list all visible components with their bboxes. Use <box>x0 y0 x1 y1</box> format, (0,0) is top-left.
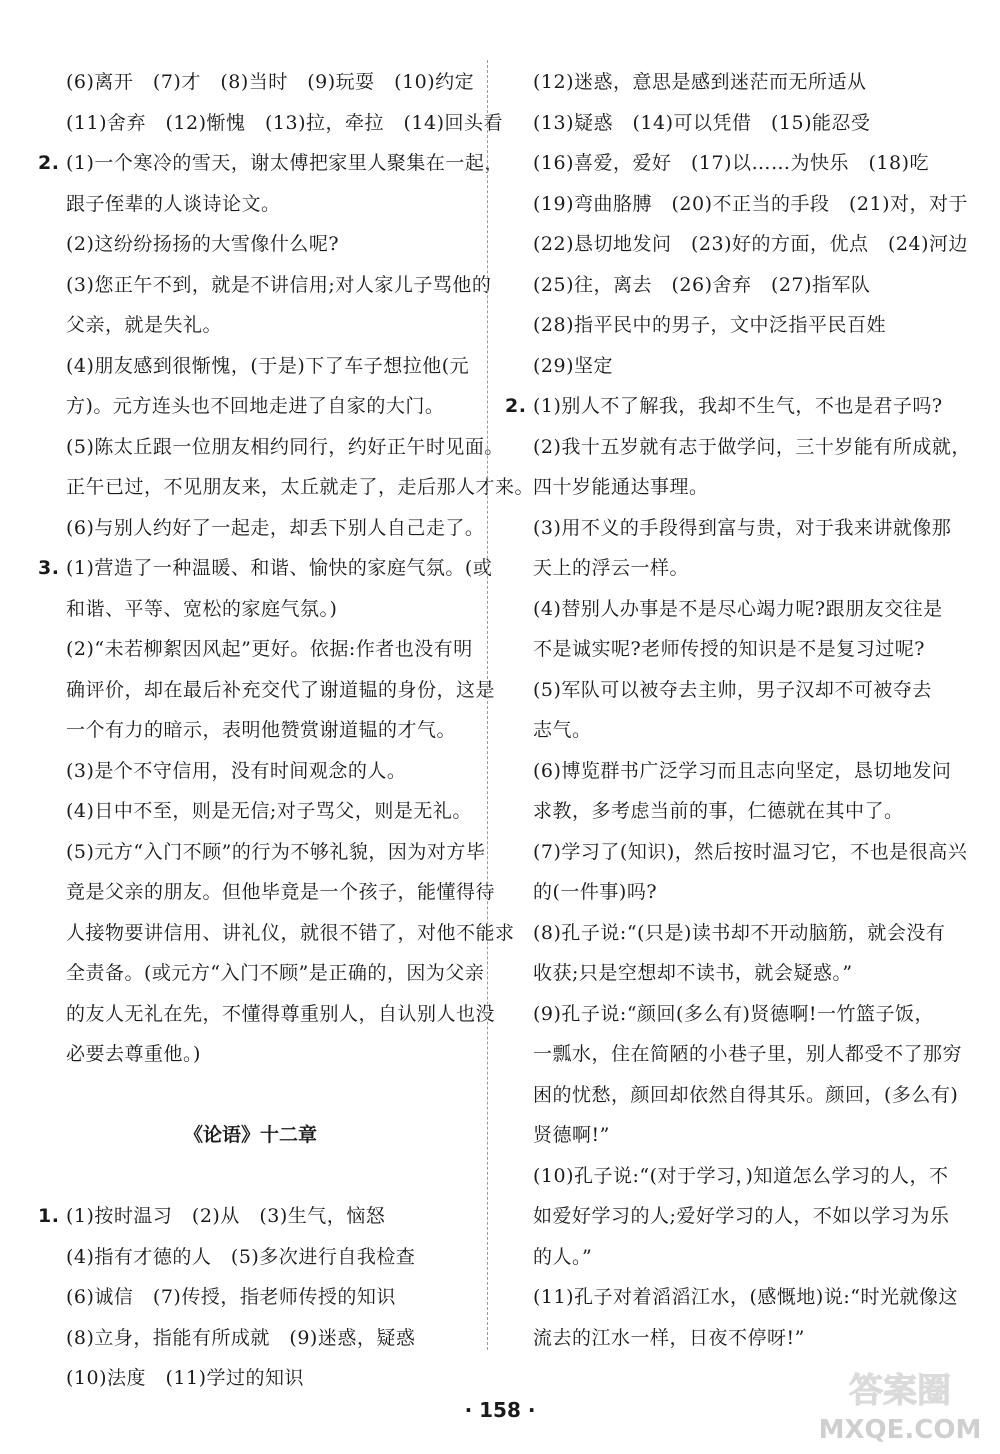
answer-line: 方)。元方连头也不回地走进了自家的大门。 <box>66 395 445 417</box>
answer-line: 收获;只是空想却不读书，就会疑惑。” <box>533 962 853 984</box>
question-number: 2. <box>505 395 527 417</box>
answer-line: (2)这纷纷扬扬的大雪像什么呢? <box>66 233 340 255</box>
answer-line: 的人。” <box>533 1245 593 1268</box>
watermark-url: MXQE.COM <box>818 1415 982 1445</box>
answer-line: (28)指平民中的男子，文中泛指平民百姓 <box>533 314 887 336</box>
answer-line: (16)喜爱，爱好 (17)以……为快乐 (18)吃 <box>533 152 930 174</box>
answer-line: 全责备。(或元方“入门不顾”是正确的，因为父亲 <box>66 962 485 984</box>
answer-line: 和谐、平等、宽松的家庭气氛。) <box>66 597 338 620</box>
question-number: 1. <box>38 1205 60 1227</box>
answer-line: (11)孔子对着滔滔江水，(感慨地)说:“时光就像这 <box>533 1286 958 1308</box>
answer-line: 天上的浮云一样。 <box>533 557 690 579</box>
answer-line: 求教，多考虑当前的事，仁德就在其中了。 <box>533 800 904 822</box>
answer-line: 一瓢水，住在简陋的小巷子里，别人都受不了那穷 <box>533 1043 963 1065</box>
answer-line: (8)孔子说:“(只是)读书却不开动脑筋，就会没有 <box>533 921 946 944</box>
answer-line: 的友人无礼在先，不懂得尊重别人，自认别人也没 <box>66 1002 496 1025</box>
answer-line: 跟子侄辈的人谈诗论文。 <box>66 192 281 215</box>
answer-line: (2)我十五岁就有志于做学问，三十岁能有所成就， <box>533 435 971 458</box>
answer-text: (1)别人不了解我，我却不生气，不也是君子吗? <box>533 395 943 417</box>
answer-line: (5)军队可以被夺去主帅，男子汉却不可被夺去 <box>533 678 932 701</box>
answer-line: 必要去尊重他。) <box>66 1043 201 1065</box>
answer-line: (5)元方“入门不顾”的行为不够礼貌，因为对方毕 <box>66 840 486 863</box>
question-first-line <box>505 386 943 427</box>
answer-line: 人接物要讲信用、讲礼仪，就很不错了，对他不能求 <box>66 921 515 944</box>
answer-line: (2)“未若柳絮因风起”更好。依据:作者也没有明 <box>66 638 473 660</box>
question-number: 2. <box>38 152 60 174</box>
answer-line: 贤德啊!” <box>533 1124 610 1146</box>
answer-line: (10)法度 (11)学过的知识 <box>66 1367 305 1389</box>
answer-line: (9)孔子说:“颜回(多么有)贤德啊!一竹篮子饭， <box>533 1002 934 1025</box>
answer-line: (4)替别人办事是不是尽心竭力呢?跟朋友交往是 <box>533 597 943 620</box>
answer-line: (19)弯曲胳膊 (20)不正当的手段 (21)对，对于 <box>533 192 969 215</box>
answer-line: (8)立身，指能有所成就 (9)迷惑，疑惑 <box>66 1326 416 1349</box>
question-number: 3. <box>38 557 60 579</box>
answer-line: (12)迷惑，意思是感到迷茫而无所适从 <box>533 71 867 93</box>
question-first-line <box>38 1196 463 1237</box>
answer-line: (13)疑惑 (14)可以凭借 (15)能忍受 <box>533 111 871 134</box>
answer-line: 父亲，就是失礼。 <box>66 314 223 336</box>
answer-line: (25)往，离去 (26)舍弃 (27)指军队 <box>533 273 871 296</box>
answer-line: 的(一件事)吗? <box>533 881 658 903</box>
question-first-line <box>38 143 504 184</box>
answer-line: (6)博览群书广泛学习而且志向坚定，恳切地发问 <box>533 759 952 782</box>
answer-line: 确评价，却在最后补充交代了谢道韫的身份，这是 <box>66 678 496 701</box>
answer-line: (6)诚信 (7)传授，指老师传授的知识 <box>66 1286 396 1308</box>
watermark-logo <box>810 1362 990 1448</box>
answer-line: 竟是父亲的朋友。但他毕竟是一个孩子，能懂得待 <box>66 881 496 903</box>
answer-line: (6)离开 (7)才 (8)当时 (9)玩耍 (10)约定 <box>66 71 475 93</box>
answer-text: (1)按时温习 (2)从 (3)生气，恼怒 <box>66 1205 386 1227</box>
answer-line: (3)您正午不到，就是不讲信用;对人家儿子骂他的 <box>66 273 492 296</box>
answer-line: (22)恳切地发问 (23)好的方面，优点 (24)河边 <box>533 233 969 255</box>
answer-line: (7)学习了(知识)，然后按时温习它，不也是很高兴 <box>533 840 968 863</box>
answer-line: 志气。 <box>533 719 592 741</box>
answer-line: (11)舍弃 (12)惭愧 (13)拉，牵拉 (14)回头看 <box>66 111 504 134</box>
answer-line: (10)孔子说:“(对于学习，)知道怎么学习的人，不 <box>533 1164 949 1187</box>
answer-line: 正午已过，不见朋友来，太丘就走了，走后那人才来。 <box>66 476 535 498</box>
answer-line: (6)与别人约好了一起走，却丢下别人自己走了。 <box>66 516 485 539</box>
section-heading: 《论语》十二章 <box>183 1124 317 1146</box>
answer-line: 如爱好学习的人;爱好学习的人，不如以学习为乐 <box>533 1205 950 1227</box>
answer-line: 四十岁能通达事理。 <box>533 476 709 498</box>
blank-line <box>38 1156 463 1197</box>
answer-line: 不是诚实呢?老师传授的知识是不是复习过呢? <box>533 638 925 660</box>
page-number: · 158 · <box>464 1398 536 1422</box>
watermark-title: 答案圈 <box>849 1371 951 1411</box>
answer-line: (3)用不义的手段得到富与贵，对于我来讲就像那 <box>533 516 952 539</box>
blank-line <box>38 1075 463 1116</box>
right-column <box>505 62 971 1358</box>
answer-line: 困的忧愁，颜回却依然自得其乐。颜回，(多么有) <box>533 1083 959 1106</box>
answer-line: (3)是个不守信用，没有时间观念的人。 <box>66 759 407 782</box>
answer-text: (1)一个寒冷的雪天，谢太傅把家里人聚集在一起， <box>66 152 504 174</box>
answer-line: 流去的江水一样，日夜不停呀!” <box>533 1326 805 1349</box>
question-first-line <box>38 548 493 589</box>
answer-line: 一个有力的暗示，表明他赞赏谢道韫的才气。 <box>66 719 457 741</box>
answer-text: (1)营造了一种温暖、和谐、愉快的家庭气氛。(或 <box>66 557 493 579</box>
answer-line: (4)指有才德的人 (5)多次进行自我检查 <box>66 1245 416 1268</box>
answer-line: (29)坚定 <box>533 354 614 377</box>
answer-line: (4)日中不至，则是无信;对子骂父，则是无礼。 <box>66 800 472 822</box>
left-column <box>38 62 535 1399</box>
answer-line: (5)陈太丘跟一位朋友相约同行，约好正午时见面。 <box>66 435 504 458</box>
answer-line: (4)朋友感到很惭愧，(于是)下了车子想拉他(元 <box>66 354 470 377</box>
column-divider <box>487 60 488 1350</box>
